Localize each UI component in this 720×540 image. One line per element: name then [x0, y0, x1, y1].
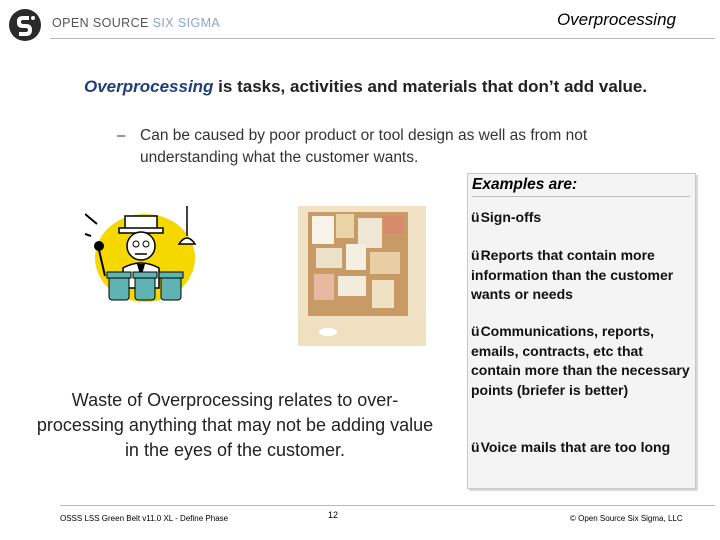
check-icon: ü — [471, 209, 480, 225]
check-icon: ü — [471, 247, 480, 263]
footer-course-label: OSSS LSS Green Belt v11.0 XL - Define Phase — [60, 514, 229, 523]
header-divider — [50, 38, 715, 39]
logo-wordmark — [52, 16, 220, 30]
examples-divider — [472, 196, 690, 197]
example-item-voice-mails — [471, 438, 691, 458]
sub-point-dash: – — [117, 127, 126, 144]
page-number: 12 — [328, 510, 339, 520]
intro-rest: is tasks, activities and materials that don’t add value. — [213, 77, 648, 96]
sub-point-text: Can be caused by poor product or tool design as well as from not understanding what the customer wants. — [140, 127, 588, 166]
example-item-text: Reports that contain more information than the customer wants or needs — [471, 247, 674, 302]
example-item-reports — [471, 246, 691, 305]
waste-caption: Waste of Overprocessing relates to over-processing anything that may not be adding value in the eyes of the customer. — [36, 390, 434, 460]
logo-text-main: OPEN SOURCE — [52, 16, 153, 30]
footer-copyright: © Open Source Six Sigma, LLC — [570, 514, 683, 523]
example-item-communications — [471, 322, 691, 400]
bulletin-board-photo — [298, 206, 426, 346]
example-item-text: Communications, reports, emails, contracts, etc that contain more than the necessary points (briefer is better) — [471, 323, 690, 398]
slide-title: Overprocessing — [556, 10, 676, 29]
logo-text-accent: SIX SIGMA — [152, 16, 221, 30]
examples-heading: Examples are: — [472, 176, 578, 193]
footer-divider — [60, 505, 715, 506]
example-item-text: Voice mails that are too long — [480, 439, 671, 455]
intro-paragraph — [84, 74, 684, 99]
check-icon: ü — [471, 439, 480, 455]
example-item-sign-offs — [471, 208, 691, 228]
intro-term: Overprocessing — [84, 77, 214, 96]
example-item-text: Sign-offs — [480, 209, 542, 225]
logo-icon — [8, 8, 42, 42]
inspector-cartoon-image — [85, 206, 215, 306]
check-icon: ü — [471, 323, 480, 339]
